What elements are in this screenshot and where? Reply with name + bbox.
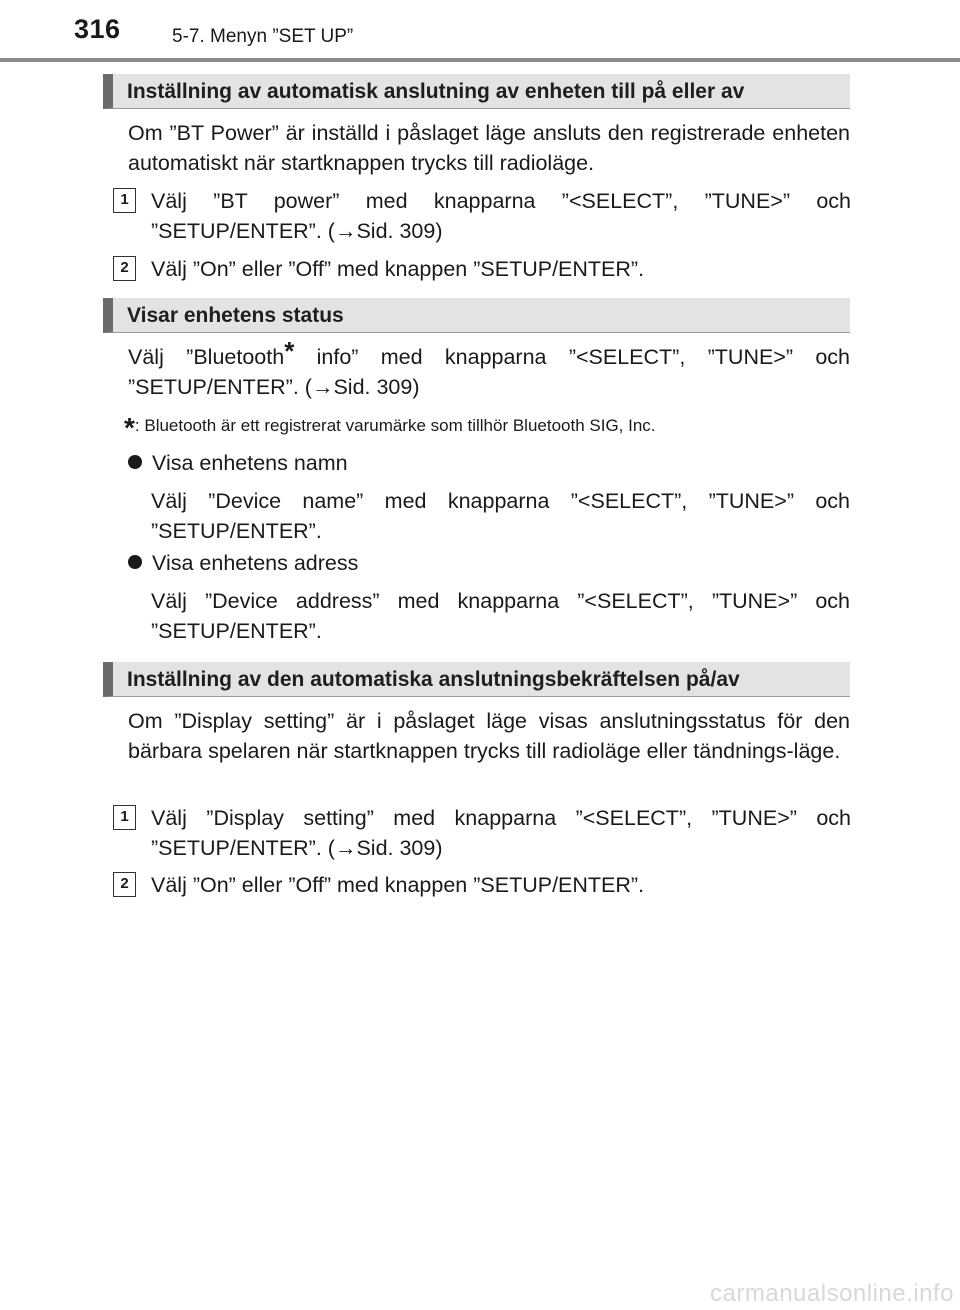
bullet-heading <box>128 448 348 478</box>
footnote-marker: * <box>284 336 295 366</box>
step-number-badge: 1 <box>113 805 136 830</box>
watermark: carmanualsonline.info <box>710 1280 954 1307</box>
intro-text-part: info” med knapparna ”<SELECT”, ”TUNE>” och ”SETUP/ENTER”. (→Sid. 309) <box>128 345 851 399</box>
section-intro-paragraph: Om ”Display setting” är i påslaget läge visas anslutningsstatus för den bärbara spelaren när startknappen trycks till radioläge eller tändnings-läge. <box>128 709 850 763</box>
page-number: 316 <box>74 14 121 44</box>
section-heading-text: Inställning av den automatiska anslutningsbekräftelsen på/av <box>127 668 740 691</box>
step-text: Välj ”BT power” med knapparna ”<SELECT”, ”TUNE>” och ”SETUP/ENTER”. (→Sid. 309) <box>151 189 851 243</box>
footnote-text: : Bluetooth är ett registrerat varumärke som tillhör Bluetooth SIG, Inc. <box>134 416 656 435</box>
bullet-body-text: Välj ”Device name” med knapparna ”<SELECT”, ”TUNE>” och ”SETUP/ENTER”. <box>151 489 850 543</box>
section-heading-auto-connect <box>103 74 850 109</box>
step-text: Välj ”On” eller ”Off” med knappen ”SETUP/ENTER”. <box>151 257 645 281</box>
header-divider <box>0 58 960 62</box>
section-heading-connection-confirmation <box>103 662 850 697</box>
step-number-badge: 1 <box>113 188 136 213</box>
chapter-title: 5-7. Menyn ”SET UP” <box>172 26 354 47</box>
section-heading-text: Visar enhetens status <box>127 304 344 327</box>
footnote <box>124 412 656 444</box>
step-text: Välj ”On” eller ”Off” med knappen ”SETUP/ENTER”. <box>151 873 645 897</box>
section-heading-text: Inställning av automatisk anslutning av enheten till på eller av <box>127 80 745 103</box>
step-number-badge: 2 <box>113 256 136 281</box>
step-text: Välj ”Display setting” med knapparna ”<SELECT”, ”TUNE>” och ”SETUP/ENTER”. (→Sid. 309) <box>151 806 851 860</box>
bullet-icon <box>128 555 142 569</box>
intro-text-part: Välj ”Bluetooth <box>128 345 285 369</box>
step-number-badge: 2 <box>113 872 136 897</box>
footnote-star: * <box>124 412 135 443</box>
section-intro-paragraph: Om ”BT Power” är inställd i påslaget läge ansluts den registrerade enheten automatiskt när startknappen trycks till radioläge. <box>128 121 850 175</box>
section-heading-device-status <box>103 298 850 333</box>
bullet-heading <box>128 548 358 578</box>
bullet-label: Visa enhetens namn <box>152 451 348 475</box>
section-intro-paragraph <box>128 336 851 402</box>
bullet-icon <box>128 455 142 469</box>
bullet-body-text: Välj ”Device address” med knapparna ”<SELECT”, ”TUNE>” och ”SETUP/ENTER”. <box>151 589 850 643</box>
bullet-label: Visa enhetens adress <box>152 551 359 575</box>
